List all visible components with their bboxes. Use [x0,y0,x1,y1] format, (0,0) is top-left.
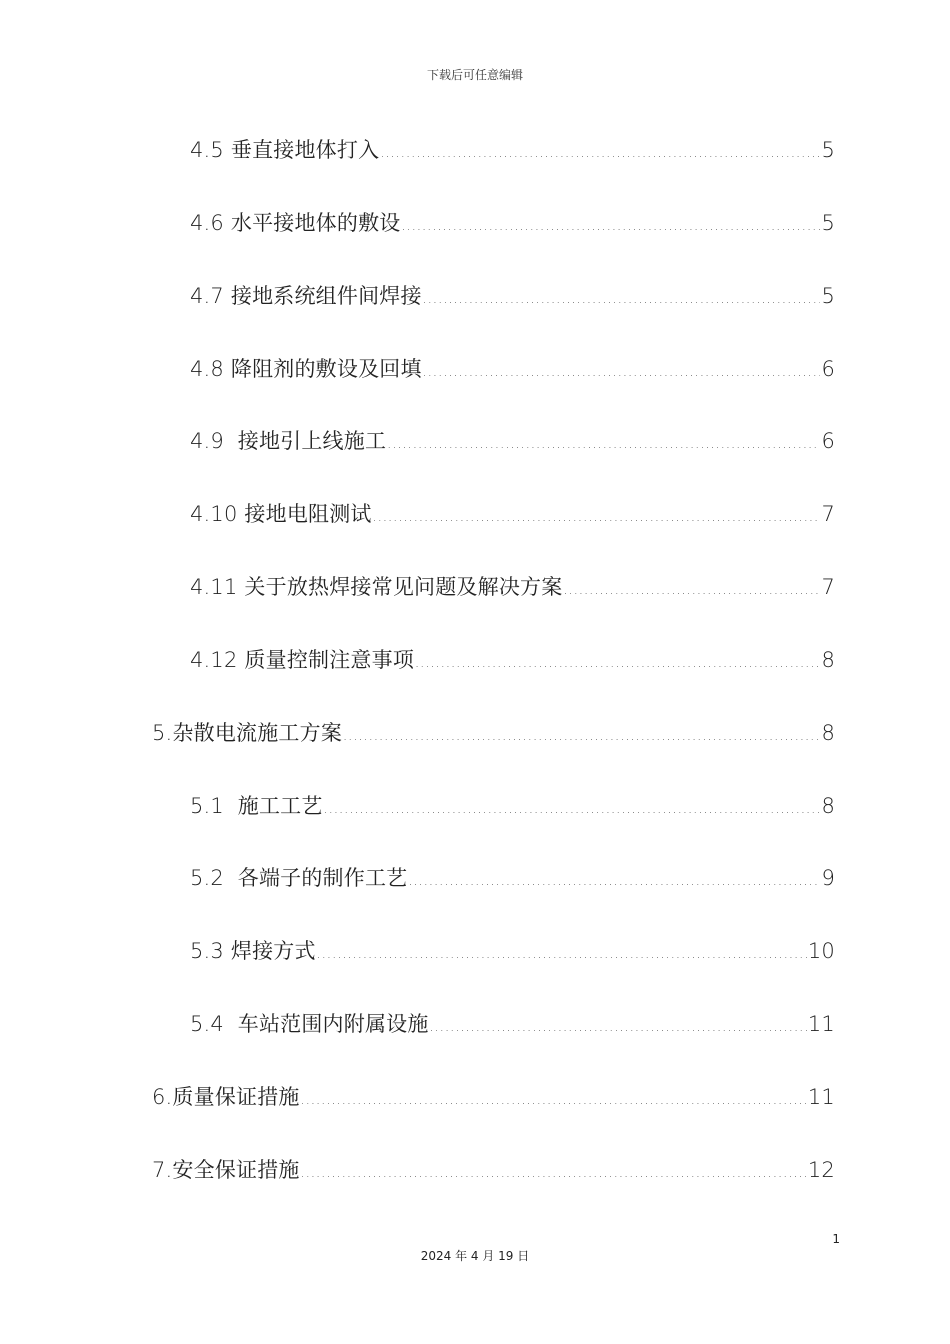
toc-entry[interactable] [190,132,835,168]
toc-leader-dots [423,355,821,391]
toc-entry-title: 5.杂散电流施工方案 [152,721,343,745]
toc-entry-title: 5.1 施工工艺 [190,794,323,818]
toc-entry[interactable] [190,1006,835,1042]
toc-leader-dots [301,1083,807,1119]
toc-leader-dots [415,646,820,682]
toc-entry[interactable] [190,351,835,387]
toc-entry-page: 8 [821,794,835,818]
toc-entry[interactable] [190,278,835,314]
toc-entry-page: 7 [821,575,835,599]
toc-entry[interactable] [152,1152,835,1188]
toc-entry-title: 4.6 水平接地体的敷设 [190,211,401,235]
toc-entry[interactable] [190,496,835,532]
toc-leader-dots [423,282,821,318]
toc-leader-dots [563,573,820,609]
toc-entry-title: 4.12 质量控制注意事项 [190,648,415,672]
toc-entry-title: 5.2 各端子的制作工艺 [190,866,408,890]
toc-entry-title: 4.7 接地系统组件间焊接 [190,284,422,308]
toc-entry-page: 5 [821,284,835,308]
toc-entry-title: 4.8 降阻剂的敷设及回填 [190,357,422,381]
toc-entry[interactable] [190,642,835,678]
toc-entry-page: 12 [807,1158,835,1182]
toc-leader-dots [380,136,820,172]
toc-entry-title: 4.11 关于放热焊接常见问题及解决方案 [190,575,563,599]
toc-entry-title: 7.安全保证措施 [152,1158,300,1182]
footer-date: 2024 年 4 月 19 日 [420,1249,530,1263]
toc-entry-page: 5 [821,211,835,235]
toc-entry[interactable] [152,715,835,751]
toc-leader-dots [373,500,821,536]
toc-entry-title: 4.9 接地引上线施工 [190,429,387,453]
toc-entry[interactable] [190,205,835,241]
toc-entry[interactable] [190,860,835,896]
toc-entry-page: 6 [821,429,835,453]
toc-entry-title: 4.5 垂直接地体打入 [190,138,380,162]
toc-entry[interactable] [190,423,835,459]
toc-leader-dots [387,427,820,463]
toc-entry-title: 6.质量保证措施 [152,1085,300,1109]
toc-entry-title: 5.4 车站范围内附属设施 [190,1012,429,1036]
toc-leader-dots [408,864,820,900]
toc-entry[interactable] [190,569,835,605]
toc-entry-page: 8 [821,648,835,672]
toc-entry-page: 8 [821,721,835,745]
toc-entry-page: 6 [821,357,835,381]
toc-entry-page: 10 [807,939,835,963]
toc-leader-dots [430,1010,807,1046]
toc-entry-title: 5.3 焊接方式 [190,939,316,963]
toc-leader-dots [343,719,820,755]
header-note: 下载后可任意编辑 [426,68,523,82]
toc-leader-dots [324,792,821,828]
toc-entry[interactable] [152,1079,835,1115]
page-number: 1 [832,1232,840,1246]
toc-entry-page: 11 [807,1085,835,1109]
toc-entry-page: 9 [821,866,835,890]
toc-leader-dots [317,937,807,973]
toc-entry-page: 7 [821,502,835,526]
toc-leader-dots [401,209,820,245]
toc-entry-page: 11 [807,1012,835,1036]
toc-entry[interactable] [190,788,835,824]
toc-entry-page: 5 [821,138,835,162]
toc-entry-title: 4.10 接地电阻测试 [190,502,372,526]
toc-entry[interactable] [190,933,835,969]
toc-leader-dots [301,1156,807,1192]
